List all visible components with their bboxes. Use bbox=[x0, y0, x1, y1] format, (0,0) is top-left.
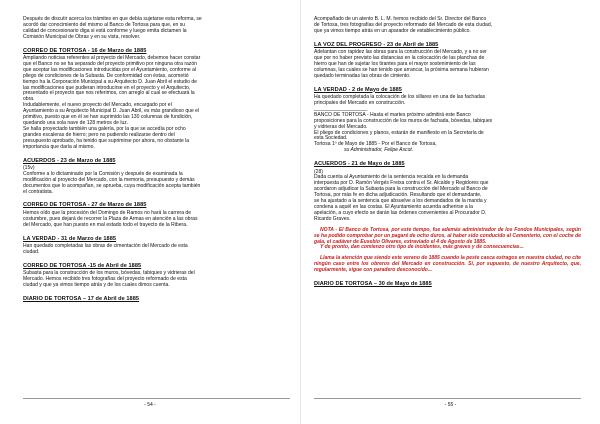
page-number: - 55 - bbox=[444, 402, 457, 408]
page-number: - 54 - bbox=[144, 402, 156, 408]
section-body: Subasta para la construcción de los muros, bóvedas, tabiques y vidrieras del Mercado. Hemos recibido tres fotografías del proyecto reformado de esta ciudad y que ya vimos tiempo atrás y de los cuales dimos cuenta. bbox=[23, 270, 195, 289]
section-body: Ampliando noticias referentes al proyecto del Mercado, debemos hacer constar que el Banco no se ha separado del proyecto primitivo por ninguna otra razón que aceptar las modificaciones introducidas por el Ayuntamiento, conforme al pliego de condiciones de la Subasta. De conformidad con éstas, acometió tiempo ha la Corporación Municipal a su Arquitecto D. Juan Abril el estudio de las modificaciones que pudieran introducirse en el proyecto y el Arquitecto, presentado el proyecto que nos referimos, con arreglo al cual se efectuará la obra. Indudablemente, el nuevo proyecto del Mercado, encargado por el Ayuntamiento a su Arquitecto Municipal D. Juan Abril, es más grandioso que el primitivo, puesto que en él se han suprimido las 130 columnas de fundición, quedando una sola nave de 128 metros de luz. Se halla proyectado también una galería, por la que se accedía por ocho grandes escaleras de hierro; pero no pudiendo realizarse dentro del presupuesto aprobado, ha tenido que suprimirse por ahora, no obstante la importancia que daría al mismo. bbox=[23, 55, 201, 150]
section-heading: CORREO DE TORTOSA - 16 de Marzo de 1885 bbox=[23, 47, 147, 54]
section-body: Adelantan con rapidez las obras para la construcción del Mercado, y a no ser que por no haber previsto las distancias en la colocación de las planchas de hierro que han de sujetar los tirantes para el mayor sostenimiento de las columnas, las cuales se han tenido que arrancar, la próxima semana hubieran quedado terminadas las obras de cimiento. bbox=[314, 49, 489, 79]
intro-paragraph: Acompañado de un atento B. L. M. hemos recibido del Sr. Director del Banco de Tortosa, tres fotografías del proyecto reformado del Mercado de esta ciudad, que ya vimos tiempo atrás en un aparador de establecimiento público. bbox=[314, 16, 493, 34]
section-body: Hemos oído que la procesión del Domingo de Ramos no hará la carrera de costumbre, pues dejará de recorrer la Plaza de Armas en atención a las obras del Mercado, que han puesto en mal estado todo el trayecto de la Ribera. bbox=[23, 209, 198, 228]
intro-paragraph: Después de discutir acerca los trámites en que debía sujetarse esta reforma, se acordó dar conocimiento del mismo al Banco de Tortosa para que, en su calidad de concesionario diga si está conforme y luego emita dictamen la Comisión Municipal de Obras y en su vista, resolver. bbox=[23, 16, 202, 40]
section-heading: ACUERDOS - 23 de Marzo de 1885 bbox=[23, 157, 116, 164]
note-paragraph: NOTA - El Banco de Tortosa, por este tiempo, fue además administrador de los Fondos Municipales, según se ha podido comprobar por un pagaré de ocho duros, al haber sido conducido al Cementerio, con el coche de gala, el cadáver de Eusebio Olivares, extraviado el 4 de Agosto de 1885. bbox=[314, 226, 581, 245]
section-body: Han quedado completadas las obras de cimentación del Mercado de esta ciudad. bbox=[23, 243, 188, 255]
section-heading: CORREO DE TORTOSA -15 de Abril de 1885 bbox=[23, 262, 142, 269]
section-heading: DIARIO DE TORTOSA – 17 de Abril de 1885 bbox=[23, 295, 140, 302]
section-heading: ACUERDOS - 21 de Mayo de 1885 bbox=[314, 161, 405, 168]
section-heading: CORREO DE TORTOSA - 27 de Marzo de 1885 bbox=[23, 202, 147, 209]
section-heading: LA VOZ DEL PROGRESO - 23 de Abril de 1885 bbox=[314, 41, 439, 48]
note-paragraph: Y de pronto, dan comienzo otro tipo de incidentes, más graves y de consecuencias... bbox=[320, 244, 524, 251]
footer-rule bbox=[314, 398, 581, 399]
section-heading: LA VERDAD - 2 de Mayo de 1885 bbox=[314, 86, 402, 93]
right-page bbox=[300, 0, 600, 424]
signature: su Administrador, Felipe Ascot. bbox=[344, 147, 414, 154]
section-heading: LA VERDAD - 31 de Marzo de 1885 bbox=[23, 235, 117, 242]
section-body: (15v) Conforme a lo dictaminado por la Comisión y después de examinada la modificación al proyecto del Mercado, con la memoria, presupuesto y demás documentos que lo acompañan, se aprueba, cuya modificación acepta también el contratista. bbox=[23, 164, 201, 195]
section-body: (28) Dada cuenta al Ayuntamiento de la sentencia recaída en la demanda interpuesta por D. Ramón Vergés Freixa contra el Sr. Alcalde y Regidores que acordaron adjudicar la Subasta para la construcción del Mercado al Banco de Tortosa, por más fe en dicha adjudicación. Resultando que el demandante, se ha ajustado a la sentencia que absuelve a los demandados de la manda y condena a aquél en las costas. El Ayuntamiento acuerda adherirse a la apelación, a cuyo efecto se darán las órdenes convenientes al Procurador D. Ricardo Graves. bbox=[314, 168, 489, 222]
section-heading: DIARIO DE TORTOSA – 30 de Mayo de 1885 bbox=[314, 281, 432, 288]
footer-rule bbox=[23, 398, 290, 399]
note-paragraph: Llama la atención que siendo este verano de 1885 cuando la peste casca estragos en nuestra ciudad, no cite ningún caso entre los obreros del Mercado en construcción. Si, por supuesto, de nuestro Arquitecto, que, regularmente, sigue con paradero desconocido... bbox=[314, 255, 581, 274]
section-body: Ha quedado completada la colocación de los sillares en una de las fachadas principales del Mercado en construcción. ___________________ BANCO DE TORTOSA - Hasta el martes próximo admitirá este Banco proposiciones para la construcción de los muros de fachada, bóvedas, tabiques y vidrieras del Mercado. El pliego de condiciones y planos, estarán de manifiesto en la Secretaría de esta Sociedad. Tortosa 1º de Mayo de 1885 - Por el Banco de Tortosa, su Administrador, Felipe Ascot. bbox=[314, 94, 493, 154]
